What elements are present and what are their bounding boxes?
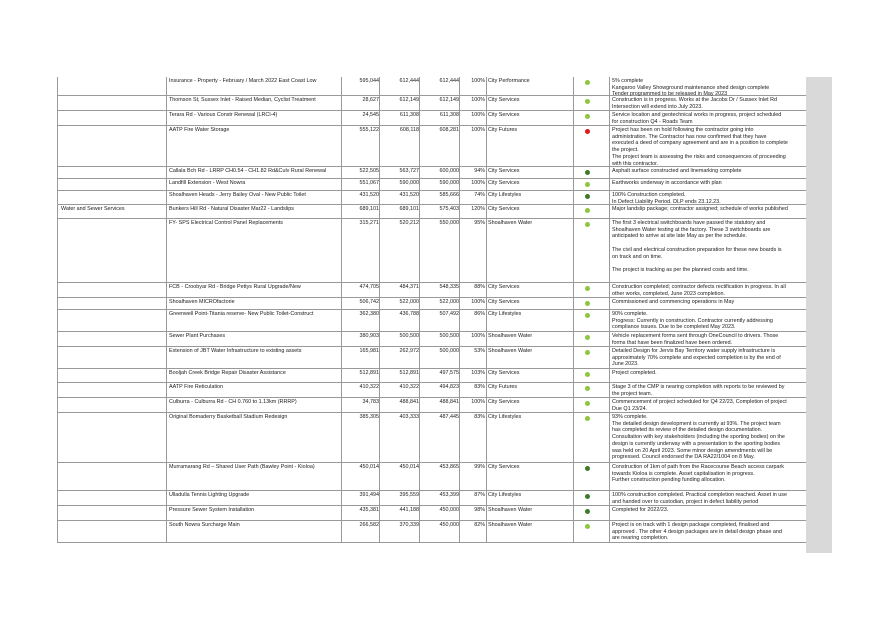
- budget-value: 590,000: [439, 180, 459, 186]
- project-name: AATP Fire Reticulation: [169, 384, 224, 390]
- status-dot-icon: [585, 372, 590, 377]
- directorate: City Lifestyles: [488, 311, 522, 317]
- comments: [612, 284, 806, 297]
- comments: [612, 370, 806, 377]
- status-dot-icon: [585, 524, 590, 529]
- comment-line: Commissioned and commencing operations in May: [612, 299, 735, 305]
- comment-line: Tender programmed to be released in May 2023: [612, 91, 728, 98]
- comment-line: The first 3 electrical switchboards have passed the statutory and: [612, 220, 766, 226]
- percent-value: 94%: [474, 168, 485, 174]
- percent-value: 53%: [474, 348, 485, 354]
- status-indicator: [585, 221, 593, 227]
- comment-line: Kangaroo Valley Showground maintenance shed design complete: [612, 84, 770, 91]
- table-row: [57, 506, 806, 521]
- vertical-scrollbar[interactable]: [806, 77, 832, 553]
- status-dot-icon: [585, 194, 590, 199]
- status-dot-icon: [585, 182, 590, 187]
- status-indicator: [585, 349, 593, 355]
- actual-value: 435,381: [359, 507, 379, 513]
- percent-value: 120%: [471, 206, 485, 212]
- budget-value: 497,575: [439, 370, 459, 376]
- comment-line: 93% complete.: [612, 414, 648, 420]
- comment-line: on track and on time.: [612, 253, 663, 260]
- comment-line: Asphalt surface constructed and linemarking complete: [612, 168, 742, 174]
- comment-line: the project.: [612, 147, 639, 154]
- actual-value: 34,783: [362, 399, 379, 405]
- budget-value: 600,000: [439, 168, 459, 174]
- commitment-value: 488,841: [399, 399, 419, 405]
- commitment-value: 612,149: [399, 97, 419, 103]
- comment-line: has completed its review of the detailed design documentation.: [612, 427, 763, 434]
- directorate: City Services: [488, 168, 520, 174]
- comment-line: Shoalhaven Water testing at the factory. These 3 switchboards are: [612, 226, 771, 233]
- commitment-value: 512,891: [399, 370, 419, 376]
- budget-value: 450,000: [439, 522, 459, 528]
- comments: [612, 507, 806, 514]
- status-dot-icon: [585, 494, 590, 499]
- percent-value: 100%: [471, 299, 485, 305]
- status-indicator: [585, 169, 593, 175]
- directorate: City Services: [488, 97, 520, 103]
- status-indicator: [585, 207, 593, 213]
- directorate: Shoalhaven Water: [488, 507, 533, 513]
- status-dot-icon: [585, 466, 590, 471]
- comment-line: Project has been on hold following the contractor going into: [612, 127, 754, 133]
- table-row: [57, 491, 806, 506]
- comment-line: The civil and electrical construction preparation for these new boards is: [612, 246, 782, 253]
- budget-value: 522,000: [439, 299, 459, 305]
- project-name: Culburra - Culburra Rd - CH 0.760 to 1.13km (RRRP): [169, 399, 297, 405]
- comment-line: administration. The Contractor has now confirmed that they have: [612, 133, 767, 140]
- actual-value: 28,627: [362, 97, 379, 103]
- directorate: City Services: [488, 206, 520, 212]
- budget-value: 585,666: [439, 192, 459, 198]
- comment-line: 5% complete: [612, 78, 644, 84]
- comments: [612, 97, 806, 110]
- table-row: [57, 369, 806, 383]
- percent-value: 74%: [474, 192, 485, 198]
- table-row: [57, 383, 806, 398]
- actual-value: 165,981: [359, 348, 379, 354]
- comments: [612, 348, 806, 368]
- actual-value: 555,122: [359, 127, 379, 133]
- project-name: Shoalhaven MICROfactorie: [169, 299, 235, 305]
- comment-line: [612, 260, 806, 267]
- comment-line: In Defect Liability Period. DLP ends 23.12.23.: [612, 198, 721, 205]
- status-dot-icon: [585, 99, 590, 104]
- comment-line: 90% complete.: [612, 311, 648, 317]
- comment-line: approximately 70% complete and expected completion is by the end of: [612, 354, 781, 361]
- status-dot-icon: [585, 350, 590, 355]
- comments: [612, 333, 806, 346]
- budget-value: 500,000: [439, 348, 459, 354]
- table-body: [57, 77, 806, 543]
- actual-value: 506,742: [359, 299, 379, 305]
- directorate: City Performance: [488, 78, 530, 84]
- directorate: City Services: [488, 299, 520, 305]
- comments: [612, 311, 806, 331]
- comment-line: Progress: Currently in construction. Contractor currently addressing: [612, 317, 773, 324]
- comments: [612, 399, 806, 412]
- table-row: [57, 283, 806, 298]
- commitment-value: 520,212: [399, 220, 419, 226]
- comments: [612, 192, 806, 205]
- actual-value: 362,380: [359, 311, 379, 317]
- comment-line: with this contractor.: [612, 160, 659, 167]
- status-indicator: [585, 128, 593, 134]
- project-name: Terara Rd - Various Constr Renewal (LRCI-4): [169, 112, 278, 118]
- comment-line: [612, 240, 806, 247]
- status-dot-icon: [585, 301, 590, 306]
- budget-value: 608,281: [439, 127, 459, 133]
- commitment-value: 611,308: [399, 112, 419, 118]
- project-name: Sewer Plant Purchases: [169, 333, 226, 339]
- table-row: [57, 167, 806, 179]
- table-row: [57, 463, 806, 491]
- status-indicator: [585, 334, 593, 340]
- comments: [612, 206, 806, 213]
- actual-value: 595,044: [359, 78, 379, 84]
- actual-value: 266,582: [359, 522, 379, 528]
- directorate: Shoalhaven Water: [488, 333, 533, 339]
- project-name: Murramarang Rd – Shared User Path (Bawley Point - Kioloa): [169, 464, 315, 470]
- percent-value: 100%: [471, 127, 485, 133]
- project-name: Insurance - Property - February / March 2022 East Coast Low: [169, 78, 317, 84]
- status-indicator: [585, 312, 593, 318]
- budget-value: 611,308: [439, 112, 459, 118]
- commitment-value: 608,118: [399, 127, 419, 133]
- project-name: Original Bomaderry Basketball Stadium Redesign: [169, 414, 288, 420]
- comment-line: Stage 3 of the CMP is nearing completion with reports to be reviewed by: [612, 384, 785, 390]
- percent-value: 100%: [471, 97, 485, 103]
- commitment-value: 431,520: [399, 192, 419, 198]
- comment-line: Completed for 2022/23.: [612, 507, 669, 513]
- table-row: [57, 219, 806, 283]
- comments: [612, 492, 806, 505]
- budget-value: 507,492: [439, 311, 459, 317]
- percent-value: 86%: [474, 311, 485, 317]
- status-dot-icon: [585, 208, 590, 213]
- status-indicator: [585, 79, 593, 85]
- budget-value: 453,865: [439, 464, 459, 470]
- budget-value: 450,000: [439, 507, 459, 513]
- actual-value: 522,505: [359, 168, 379, 174]
- status-dot-icon: [585, 401, 590, 406]
- status-indicator: [585, 508, 593, 514]
- commitment-value: 484,371: [399, 284, 419, 290]
- project-name: AATP Fire Water Storage: [169, 127, 230, 133]
- commitment-value: 563,727: [399, 168, 419, 174]
- budget-value: 453,399: [439, 492, 459, 498]
- comment-line: Project completed.: [612, 370, 657, 376]
- budget-value: 550,000: [439, 220, 459, 226]
- comment-line: The project is tracking as per the planned costs and time.: [612, 266, 749, 273]
- comment-line: Detailed Design for Jervis Bay Territory water supply infrastructure is: [612, 348, 776, 354]
- table-row: [57, 205, 806, 219]
- percent-value: 95%: [474, 220, 485, 226]
- status-dot-icon: [585, 286, 590, 291]
- comment-line: Project is on track with 1 design package completed, finalised and: [612, 522, 770, 528]
- comments: [612, 112, 806, 125]
- comment-line: anticipated to arrive at site late May as per the schedule.: [612, 233, 747, 240]
- percent-value: 100%: [471, 180, 485, 186]
- status-indicator: [585, 493, 593, 499]
- comment-line: Further construction pending funding allocation.: [612, 477, 726, 484]
- actual-value: 551,067: [359, 180, 379, 186]
- comment-line: other works, completed, June 2023 completion.: [612, 290, 725, 297]
- directorate: City Lifestyles: [488, 492, 522, 498]
- directorate: City Services: [488, 112, 520, 118]
- comment-line: The project team is assessing the risks and consequences of proceeding: [612, 153, 786, 160]
- status-dot-icon: [585, 129, 590, 134]
- project-name: Extension of JBT Water Infrastructure to existing assets: [169, 348, 302, 354]
- project-name: Bunkers Hill Rd - Natural Disaster Mar22 - Landslips: [169, 206, 294, 212]
- directorate: City Lifestyles: [488, 192, 522, 198]
- status-dot-icon: [585, 222, 590, 227]
- comment-line: Major landslip package; contractor assigned; schedule of works published: [612, 206, 788, 212]
- status-indicator: [585, 193, 593, 199]
- status-dot-icon: [585, 170, 590, 175]
- actual-value: 689,101: [359, 206, 379, 212]
- comment-line: compliance issues. Due to be completed May 2023.: [612, 324, 736, 331]
- percent-value: 83%: [474, 384, 485, 390]
- table-row: [57, 191, 806, 205]
- comment-line: June 2023.: [612, 361, 639, 368]
- percent-value: 100%: [471, 78, 485, 84]
- comments: [612, 384, 806, 397]
- comments: [612, 168, 806, 175]
- project-name: Thomson St, Sussex Inlet - Raised Median, Cyclist Treatment: [169, 97, 316, 103]
- status-dot-icon: [585, 416, 590, 421]
- commitment-value: 612,444: [399, 78, 419, 84]
- directorate: City Services: [488, 464, 520, 470]
- actual-value: 391,494: [359, 492, 379, 498]
- budget-value: 500,500: [439, 333, 459, 339]
- project-name: Pressure Sewer System Installation: [169, 507, 255, 513]
- percent-value: 88%: [474, 284, 485, 290]
- percent-value: 99%: [474, 464, 485, 470]
- table-row: [57, 310, 806, 332]
- project-name: Ulladulla Tennis Lighting Upgrade: [169, 492, 250, 498]
- comment-line: Commencement of project scheduled for Q4 22/23, Completion of project: [612, 399, 787, 405]
- actual-value: 512,891: [359, 370, 379, 376]
- percent-value: 100%: [471, 333, 485, 339]
- actual-value: 24,545: [362, 112, 379, 118]
- comment-line: 100% Construction completed.: [612, 192, 686, 198]
- comments: [612, 414, 806, 461]
- status-indicator: [585, 285, 593, 291]
- status-indicator: [585, 371, 593, 377]
- budget-value: 487,445: [439, 414, 459, 420]
- status-indicator: [585, 465, 593, 471]
- status-indicator: [585, 385, 593, 391]
- comment-line: Due Q1 23/24.: [612, 405, 648, 412]
- commitment-value: 403,333: [399, 414, 419, 420]
- directorate: Shoalhaven Water: [488, 348, 533, 354]
- table-row: [57, 298, 806, 310]
- project-name: South Nowra Surcharge Main: [169, 522, 240, 528]
- comment-line: Vehicle replacement forms sent through OneCouncil to drivers. Those: [612, 333, 779, 339]
- percent-value: 100%: [471, 112, 485, 118]
- directorate: City Futures: [488, 384, 518, 390]
- comment-line: Construction of 1km of path from the Racecourse Beach access carpark: [612, 464, 784, 470]
- actual-value: 380,903: [359, 333, 379, 339]
- comment-line: was held on 20 April 2023. Some minor design amendments will be: [612, 447, 773, 454]
- table-row: [57, 126, 806, 167]
- project-name: FY- SPS Electrical Control Panel Replacements: [169, 220, 283, 226]
- comment-line: the project team.: [612, 390, 653, 397]
- table-row: [57, 332, 806, 347]
- comment-line: design is currently underway with a presentation to the sporting bodies: [612, 440, 781, 447]
- percent-value: 100%: [471, 399, 485, 405]
- table-row: [57, 413, 806, 463]
- actual-value: 450,014: [359, 464, 379, 470]
- percent-value: 82%: [474, 522, 485, 528]
- status-dot-icon: [585, 335, 590, 340]
- directorate: City Futures: [488, 127, 518, 133]
- comment-line: approved . The other 4 design packages are in detail design phase and: [612, 528, 782, 535]
- actual-value: 385,305: [359, 414, 379, 420]
- actual-value: 410,322: [359, 384, 379, 390]
- table-row: [57, 96, 806, 111]
- status-indicator: [585, 415, 593, 421]
- comment-line: Earthworks underway in accordance with plan: [612, 180, 722, 186]
- commitment-value: 689,101: [399, 206, 419, 212]
- status-indicator: [585, 300, 593, 306]
- comment-line: Construction is in progress. Works at the Jacobs Dr / Sussex Inlet Rd: [612, 97, 777, 103]
- status-indicator: [585, 523, 593, 529]
- directorate: City Services: [488, 370, 520, 376]
- commitment-value: 522,000: [399, 299, 419, 305]
- project-name: FCB - Croobyar Rd - Bridge Pettys Rural Upgrade/New: [169, 284, 301, 290]
- commitment-value: 395,559: [399, 492, 419, 498]
- table-row: [57, 521, 806, 543]
- directorate: City Lifestyles: [488, 414, 522, 420]
- actual-value: 474,705: [359, 284, 379, 290]
- percent-value: 98%: [474, 507, 485, 513]
- actual-value: 431,520: [359, 192, 379, 198]
- comment-line: for construction Q4 - Roads Team: [612, 118, 693, 125]
- comment-line: executed a deed of company agreement and are in a position to complete: [612, 140, 788, 147]
- section-label: Water and Sewer Services: [61, 206, 125, 212]
- status-dot-icon: [585, 313, 590, 318]
- project-status-table: [57, 77, 806, 543]
- commitment-value: 436,788: [399, 311, 419, 317]
- table-row: [57, 111, 806, 126]
- comment-line: forms that have been finalized have been ordered.: [612, 339, 733, 346]
- table-row: [57, 347, 806, 369]
- comments: [612, 180, 806, 187]
- comment-line: Consultation with key stakeholders (including the sporting bodies) on the: [612, 434, 785, 441]
- status-indicator: [585, 400, 593, 406]
- comment-line: and handed over to custodian, project in defect liability period: [612, 498, 759, 505]
- project-name: Callala Bch Rd - LRRP CH0.54 - CH1.82 Rd&Culv Rural Renewal: [169, 168, 327, 174]
- status-dot-icon: [585, 114, 590, 119]
- comment-line: Service location and geotechnical works in progress, project scheduled: [612, 112, 782, 118]
- percent-value: 83%: [474, 414, 485, 420]
- status-dot-icon: [585, 386, 590, 391]
- commitment-value: 370,339: [399, 522, 419, 528]
- budget-value: 548,335: [439, 284, 459, 290]
- status-dot-icon: [585, 509, 590, 514]
- project-name: Landfill Extension - West Nowra: [169, 180, 246, 186]
- comments: [612, 127, 806, 167]
- commitment-value: 262,972: [399, 348, 419, 354]
- budget-value: 494,823: [439, 384, 459, 390]
- percent-value: 103%: [471, 370, 485, 376]
- budget-value: 488,841: [439, 399, 459, 405]
- directorate: Shoalhaven Water: [488, 220, 533, 226]
- table-row: [57, 179, 806, 191]
- commitment-value: 410,322: [399, 384, 419, 390]
- project-name: Shoalhaven Heads - Jerry Bailey Oval - New Public Toilet: [169, 192, 306, 198]
- status-indicator: [585, 98, 593, 104]
- comments: [612, 464, 806, 484]
- comment-line: The detailed design development is currently at 93%. The project team: [612, 420, 781, 427]
- actual-value: 315,271: [359, 220, 379, 226]
- table-row: [57, 398, 806, 413]
- status-dot-icon: [585, 80, 590, 85]
- status-indicator: [585, 113, 593, 119]
- comment-line: 100% construction completed. Practical completion reached. Asset in use: [612, 492, 787, 498]
- percent-value: 87%: [474, 492, 485, 498]
- comments: [612, 299, 806, 306]
- comments: [612, 522, 806, 542]
- status-indicator: [585, 181, 593, 187]
- project-name: Greenwell Point-Titania reserve- New Public Toilet-Construct: [169, 311, 314, 317]
- table-row: [57, 77, 806, 96]
- comment-line: Intersection will extend into July 2023.: [612, 103, 703, 110]
- directorate: City Services: [488, 180, 520, 186]
- directorate: City Services: [488, 284, 520, 290]
- commitment-value: 500,500: [399, 333, 419, 339]
- directorate: Shoalhaven Water: [488, 522, 533, 528]
- commitment-value: 450,014: [399, 464, 419, 470]
- comment-line: are nearing completion.: [612, 535, 669, 542]
- directorate: City Services: [488, 399, 520, 405]
- comment-line: Construction completed; contractor defects rectification in progress. In all: [612, 284, 786, 290]
- commitment-value: 590,000: [399, 180, 419, 186]
- comments: [612, 220, 806, 274]
- budget-value: 575,403: [439, 206, 459, 212]
- budget-value: 612,444: [439, 78, 459, 84]
- project-name: Booljah Creek Bridge Repair Disaster Assistance: [169, 370, 286, 376]
- comment-line: towards Kioloa is complete. Asset capitalisation in progress.: [612, 470, 755, 477]
- commitment-value: 441,188: [399, 507, 419, 513]
- budget-value: 612,149: [439, 97, 459, 103]
- comment-line: progressed. Council endorsed the DA RA22/1004 on 8 May.: [612, 454, 755, 461]
